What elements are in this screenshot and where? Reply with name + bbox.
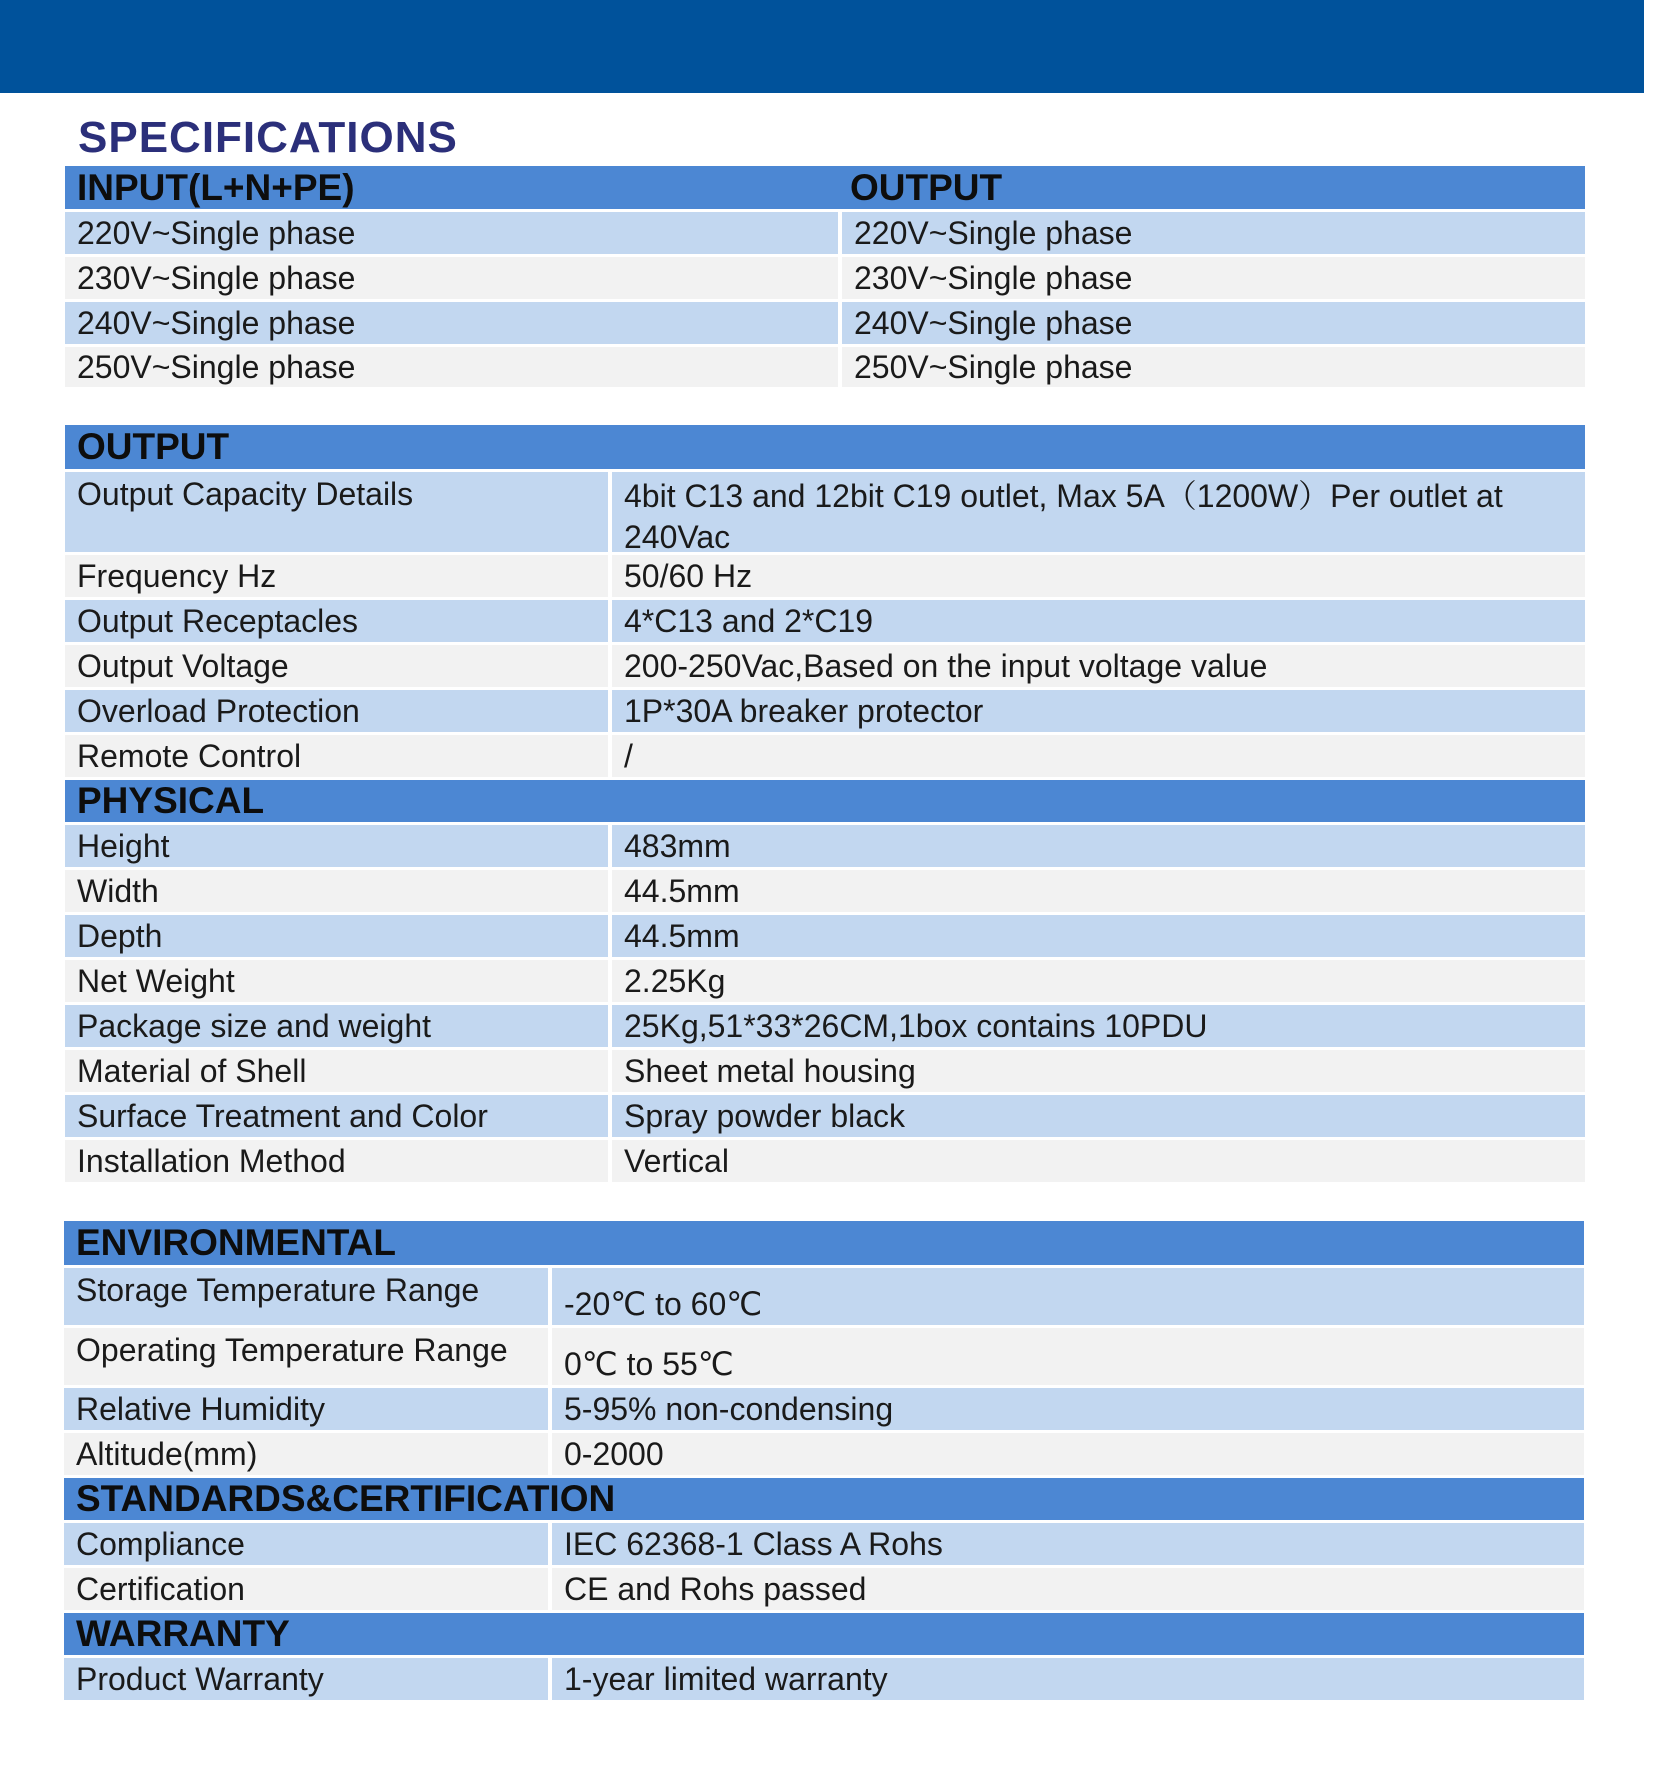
section-title: ENVIRONMENTAL	[76, 1222, 396, 1263]
table-row	[65, 344, 1585, 387]
table-row	[65, 209, 1585, 254]
spec-label: Depth	[77, 917, 163, 954]
table-row	[64, 1565, 1584, 1610]
table-row	[65, 597, 1585, 642]
spec-value: 44.5mm	[608, 915, 1585, 957]
spec-label: Installation Method	[77, 1142, 346, 1179]
table-row	[64, 1385, 1584, 1430]
table-row	[65, 1137, 1585, 1182]
spec-label: Storage Temperature Range	[76, 1272, 480, 1308]
input-value: 230V~Single phase	[77, 259, 356, 296]
spec-value: 5-95% non-condensing	[548, 1388, 1584, 1430]
table-row	[64, 1265, 1584, 1325]
section-title: WARRANTY	[76, 1613, 290, 1654]
output-header: OUTPUT	[850, 166, 1003, 208]
output-value: 240V~Single phase	[838, 302, 1585, 344]
spec-label: Material of Shell	[77, 1052, 307, 1089]
spec-label: Net Weight	[77, 962, 235, 999]
spec-value: 4bit C13 and 12bit C19 outlet, Max 5A（1200W）Per outlet at 240Vac	[608, 472, 1585, 552]
environmental-table	[64, 1221, 1584, 1700]
spec-value: Spray powder black	[608, 1095, 1585, 1137]
table-row	[64, 1325, 1584, 1385]
spec-value: 44.5mm	[608, 870, 1585, 912]
spec-label: Relative Humidity	[76, 1390, 325, 1427]
spec-label: Product Warranty	[76, 1660, 324, 1697]
environmental-section-header	[64, 1221, 1584, 1265]
spec-label: Remote Control	[77, 737, 302, 774]
spec-value: 1-year limited warranty	[548, 1658, 1584, 1700]
warranty-section-header	[64, 1610, 1584, 1655]
input-value: 220V~Single phase	[77, 214, 356, 251]
io-table	[65, 166, 1585, 387]
table-row	[64, 1655, 1584, 1700]
table-row	[65, 552, 1585, 597]
table-row	[65, 822, 1585, 867]
spec-value: 25Kg,51*33*26CM,1box contains 10PDU	[608, 1005, 1585, 1047]
table-row	[65, 732, 1585, 777]
section-title: PHYSICAL	[77, 780, 265, 821]
spec-value: -20℃ to 60℃	[548, 1268, 1584, 1325]
spec-value: 200-250Vac,Based on the input voltage value	[608, 645, 1585, 687]
input-value: 250V~Single phase	[77, 348, 356, 385]
spec-value: CE and Rohs passed	[548, 1568, 1584, 1610]
input-value: 240V~Single phase	[77, 304, 356, 341]
spec-label: Overload Protection	[77, 692, 360, 729]
table-row	[65, 957, 1585, 1002]
spec-value: 4*C13 and 2*C19	[608, 600, 1585, 642]
output-value: 250V~Single phase	[838, 347, 1585, 387]
table-row	[65, 1092, 1585, 1137]
table-row	[64, 1520, 1584, 1565]
spec-label: Output Receptacles	[77, 602, 359, 639]
spec-label: Surface Treatment and Color	[77, 1097, 488, 1134]
spec-label: Package size and weight	[77, 1007, 431, 1044]
output-value: 230V~Single phase	[838, 257, 1585, 299]
table-row	[65, 687, 1585, 732]
spec-value: IEC 62368-1 Class A Rohs	[548, 1523, 1584, 1565]
spec-label: Width	[77, 872, 159, 909]
spec-value: 1P*30A breaker protector	[608, 690, 1585, 732]
table-row	[65, 867, 1585, 912]
spec-label: Altitude(mm)	[76, 1435, 258, 1472]
table-row	[65, 1047, 1585, 1092]
table-row	[64, 1430, 1584, 1475]
spec-label: Certification	[76, 1570, 245, 1607]
spec-value: Sheet metal housing	[608, 1050, 1585, 1092]
spec-value: 483mm	[608, 825, 1585, 867]
section-title: STANDARDS&CERTIFICATION	[76, 1478, 616, 1519]
spec-label: Compliance	[76, 1525, 245, 1562]
output-physical-table	[65, 425, 1585, 1182]
page-title: SPECIFICATIONS	[78, 113, 458, 162]
spec-label: Output Voltage	[77, 647, 289, 684]
spec-value: 2.25Kg	[608, 960, 1585, 1002]
section-title: OUTPUT	[77, 426, 230, 467]
io-header-row	[65, 166, 1585, 209]
table-row	[65, 1002, 1585, 1047]
standards-section-header	[64, 1475, 1584, 1520]
table-row	[65, 642, 1585, 687]
output-value: 220V~Single phase	[838, 212, 1585, 254]
table-row	[65, 299, 1585, 344]
table-row	[65, 469, 1585, 552]
spec-value: 50/60 Hz	[608, 555, 1585, 597]
table-row	[65, 912, 1585, 957]
physical-section-header	[65, 777, 1585, 822]
table-row	[65, 254, 1585, 299]
spec-value: 0-2000	[548, 1433, 1584, 1475]
spec-value: Vertical	[608, 1140, 1585, 1182]
spec-label: Frequency Hz	[77, 557, 277, 594]
spec-value: 0℃ to 55℃	[548, 1328, 1584, 1385]
spec-label: Operating Temperature Range	[76, 1332, 508, 1368]
spec-label: Height	[77, 827, 170, 864]
input-header: INPUT(L+N+PE)	[77, 166, 355, 208]
spec-label: Output Capacity Details	[77, 476, 414, 512]
output-section-header	[65, 425, 1585, 469]
top-banner	[0, 0, 1644, 93]
spec-value: /	[608, 735, 1585, 777]
